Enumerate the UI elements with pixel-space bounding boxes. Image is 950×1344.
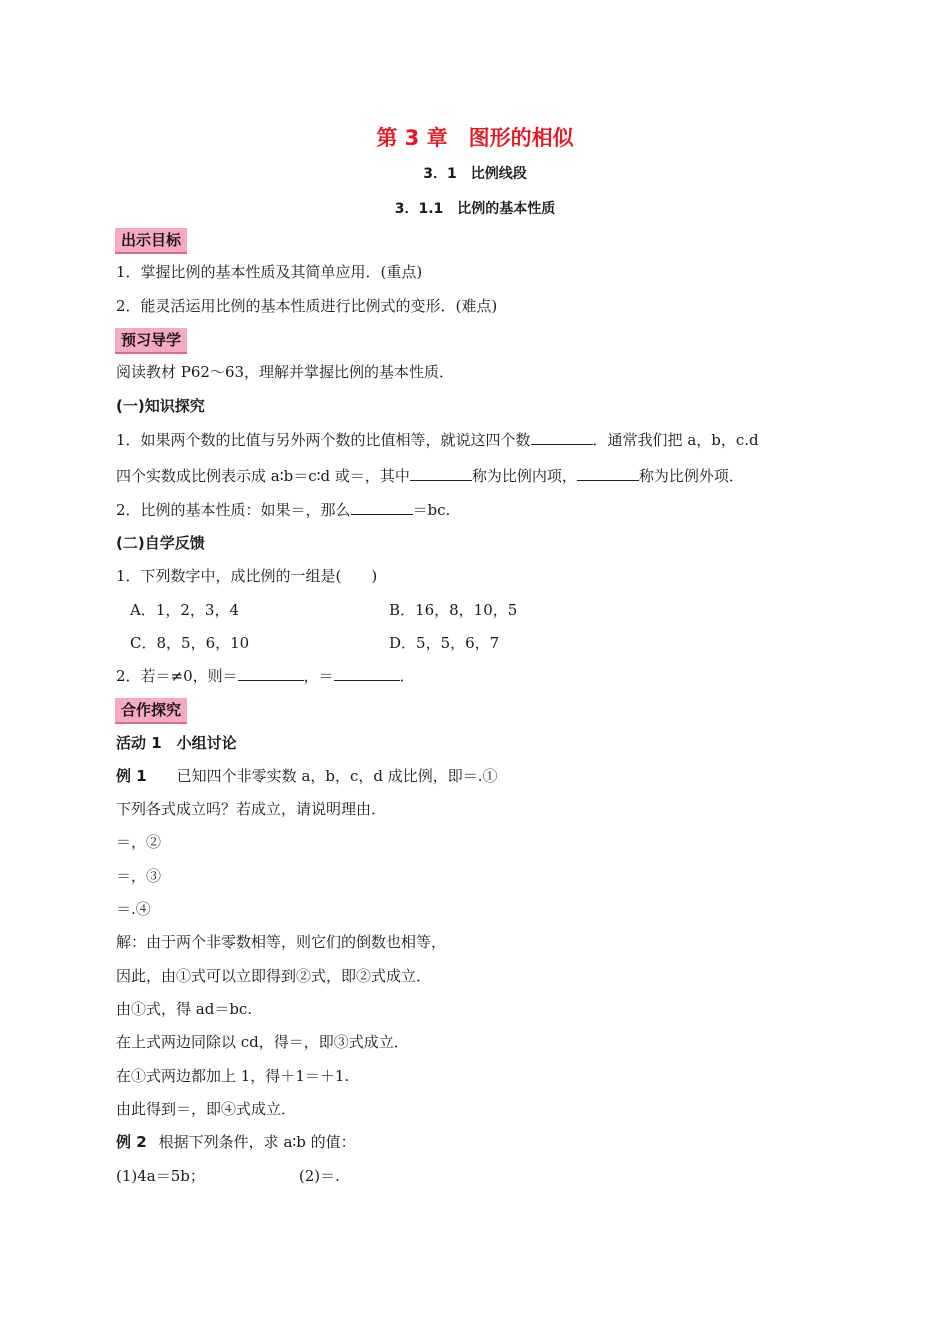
example-1-label: 例 1 [116, 767, 147, 785]
example-1 [116, 766, 498, 786]
feedback-section-title: (二)自学反馈 [116, 534, 205, 552]
answer-blank[interactable] [351, 500, 413, 515]
goal-item-2: 2．能灵活运用比例的基本性质进行比例式的变形．(难点) [116, 297, 498, 315]
solution-line-3: 由①式，得 ad＝bc. [116, 1000, 253, 1018]
feedback-question-2 [116, 666, 415, 686]
answer-blank[interactable] [238, 666, 304, 681]
answer-blank[interactable] [531, 430, 593, 445]
example-1-text: 已知四个非零实数 a，b，c，d 成比例，即＝.① [176, 767, 498, 785]
fb2-text-a: 2．若＝≠0，则＝ [116, 667, 238, 685]
option-d: D．5，5，6，7 [389, 634, 500, 652]
answer-blank[interactable] [334, 666, 400, 681]
example-2-part-1: (1)4a＝5b； [116, 1167, 205, 1185]
preview-tag: 预习导学 [115, 328, 187, 354]
option-b: B．16，8，10，5 [389, 601, 518, 619]
q2-text-a: 2．比例的基本性质：如果＝，那么 [116, 501, 351, 519]
feedback-question-1: 1．下列数字中，成比例的一组是( ) [116, 567, 378, 585]
example-2-label: 例 2 [116, 1133, 147, 1151]
option-a: A．1，2，3，4 [130, 601, 240, 619]
question-1-line-1 [116, 430, 759, 450]
knowledge-section-title: (一)知识探究 [116, 397, 205, 415]
goals-tag: 出示目标 [115, 228, 187, 254]
section-title: 3．1 比例线段 [423, 166, 527, 182]
solution-line-2: 因此，由①式可以立即得到②式，即②式成立． [116, 967, 432, 985]
fb2-text-b: ，＝ [303, 667, 334, 685]
solution-line-5: 在①式两边都加上 1，得＋1＝＋1. [116, 1067, 350, 1085]
answer-blank[interactable] [577, 466, 639, 481]
example-2-parts [116, 1166, 340, 1186]
q1-text-b: ．通常我们把 a，b，c.d [592, 431, 759, 449]
goal-item-1: 1．掌握比例的基本性质及其简单应用．(重点) [116, 263, 423, 281]
q1-text-a: 1．如果两个数的比值与另外两个数的比值相等，就说这四个数 [116, 431, 531, 449]
example-1-question: 下列各式成立吗？若成立，请说明理由． [116, 800, 387, 818]
q1-text-e: 称为比例外项． [638, 467, 744, 485]
preview-intro: 阅读教材 P62～63，理解并掌握比例的基本性质． [116, 363, 455, 381]
q1-text-d: 称为比例内项， [471, 467, 577, 485]
example-2-part-2: (2)＝. [298, 1167, 340, 1185]
solution-line-1: 解：由于两个非零数相等，则它们的倒数也相等， [116, 933, 447, 951]
cooperation-tag: 合作探究 [115, 698, 187, 724]
q1-text-c: 四个实数成比例表示成 a∶b＝c∶d 或＝，其中 [116, 467, 410, 485]
formula-3: ＝，③ [116, 867, 162, 885]
activity-title: 活动 1 小组讨论 [116, 734, 237, 752]
answer-blank[interactable] [410, 466, 472, 481]
formula-2: ＝，② [116, 833, 162, 851]
chapter-title: 第 3 章 图形的相似 [376, 126, 574, 150]
question-2 [116, 500, 450, 520]
question-1-line-2 [116, 466, 744, 486]
solution-line-4: 在上式两边同除以 cd，得＝，即③式成立． [116, 1033, 409, 1051]
option-c: C．8，5，6，10 [130, 634, 250, 652]
fb2-text-c: ． [399, 667, 415, 685]
example-2 [116, 1132, 356, 1152]
formula-4: ＝.④ [116, 900, 151, 918]
subsection-title: 3．1.1 比例的基本性质 [394, 201, 556, 217]
q2-text-b: ＝bc. [412, 501, 451, 519]
solution-line-6: 由此得到＝，即④式成立． [116, 1100, 297, 1118]
example-2-text: 根据下列条件，求 a∶b 的值： [158, 1133, 356, 1151]
